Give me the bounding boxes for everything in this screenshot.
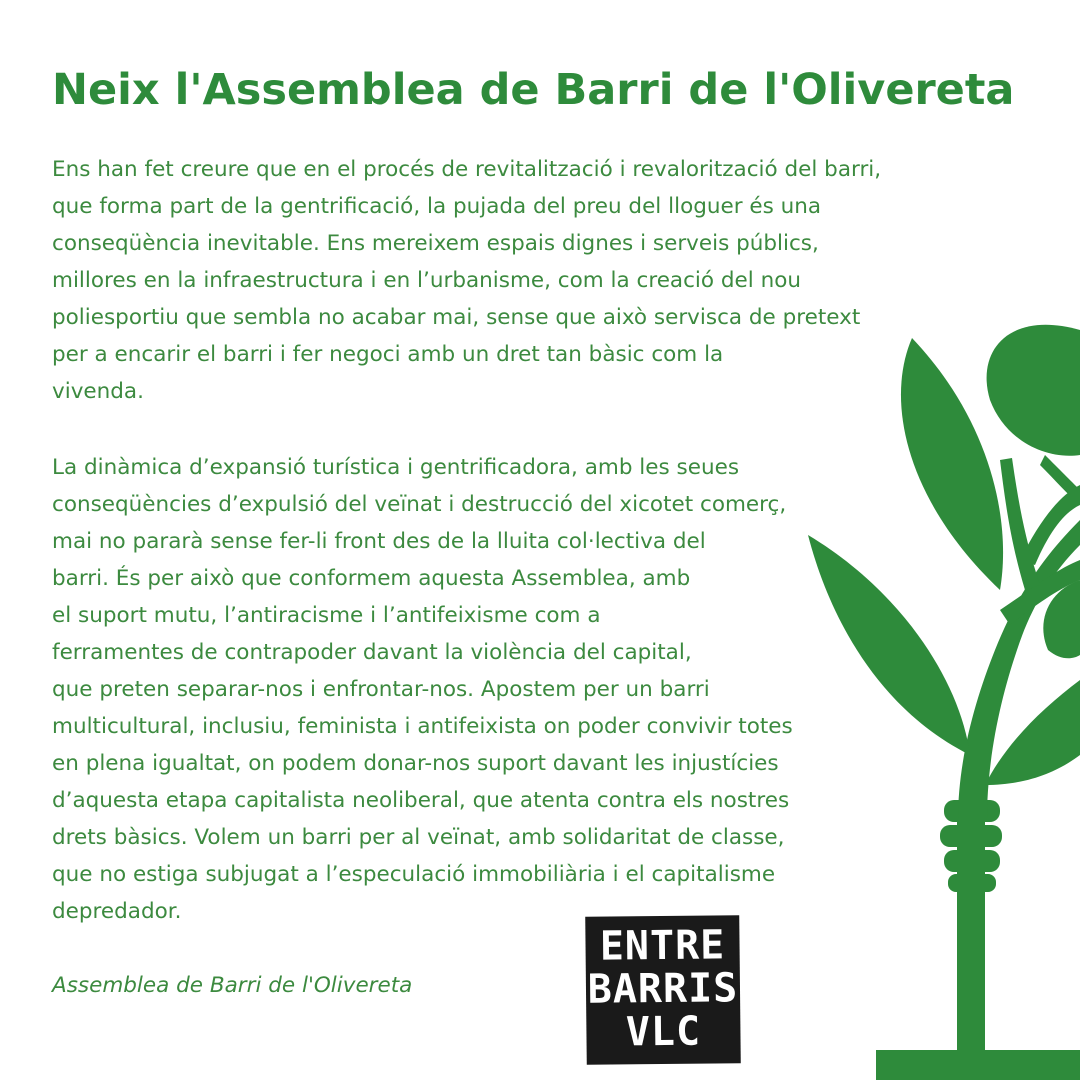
paragraph-line: depredador. bbox=[52, 899, 182, 924]
paragraph-line: que forma part de la gentrificació, la pujada del preu del lloguer és una bbox=[52, 194, 822, 219]
paragraph-line: ferramentes de contrapoder davant la violència del capital, bbox=[52, 640, 692, 665]
paragraph-line: que no estiga subjugat a l’especulació immobiliària i el capitalisme bbox=[52, 862, 776, 887]
page-title: Neix l'Assemblea de Barri de l'Olivereta bbox=[52, 65, 1015, 115]
paragraph-line: que preten separar-nos i enfrontar-nos. Apostem per un barri bbox=[52, 677, 710, 702]
logo-line: ENTRE bbox=[599, 922, 726, 970]
paragraph-line: en plena igualtat, on podem donar-nos suport davant les injustícies bbox=[52, 751, 779, 776]
logo-line: BARRIS bbox=[587, 965, 739, 1013]
paragraph-line: millores en la infraestructura i en l’urbanisme, com la creació del nou bbox=[52, 268, 801, 293]
entre-barris-logo bbox=[585, 915, 741, 1065]
paragraph-line: conseqüències d’expulsió del veïnat i destrucció del xicotet comerç, bbox=[52, 492, 787, 517]
paragraph-2 bbox=[52, 449, 793, 930]
paragraph-line: per a encarir el barri i fer negoci amb un dret tan bàsic com la bbox=[52, 342, 724, 367]
paragraph-line: d’aquesta etapa capitalista neoliberal, que atenta contra els nostres bbox=[52, 788, 790, 813]
paragraph-line: La dinàmica d’expansió turística i gentrificadora, amb les seues bbox=[52, 455, 740, 480]
paragraph-line: drets bàsics. Volem un barri per al veïnat, amb solidaritat de classe, bbox=[52, 825, 785, 850]
paragraph-line: conseqüència inevitable. Ens mereixem espais dignes i serveis públics, bbox=[52, 231, 819, 256]
paragraph-line: vivenda. bbox=[52, 379, 144, 404]
signature: Assemblea de Barri de l'Olivereta bbox=[52, 973, 413, 998]
paragraph-line: multicultural, inclusiu, feminista i antifeixista on poder convivir totes bbox=[52, 714, 793, 739]
paragraph-1 bbox=[52, 151, 881, 410]
paragraph-line: Ens han fet creure que en el procés de revitalització i revalorització del barri, bbox=[52, 157, 882, 182]
logo-line: VLC bbox=[625, 1008, 702, 1056]
paragraph-line: mai no pararà sense fer-li front des de la lluita col·lectiva del bbox=[52, 529, 706, 554]
paragraph-line: el suport mutu, l’antiracisme i l’antifeixisme com a bbox=[52, 603, 601, 628]
paragraph-line: poliesportiu que sembla no acabar mai, sense que això servisca de pretext bbox=[52, 305, 861, 330]
paragraph-line: barri. És per això que conformem aquesta Assemblea, amb bbox=[52, 566, 691, 591]
